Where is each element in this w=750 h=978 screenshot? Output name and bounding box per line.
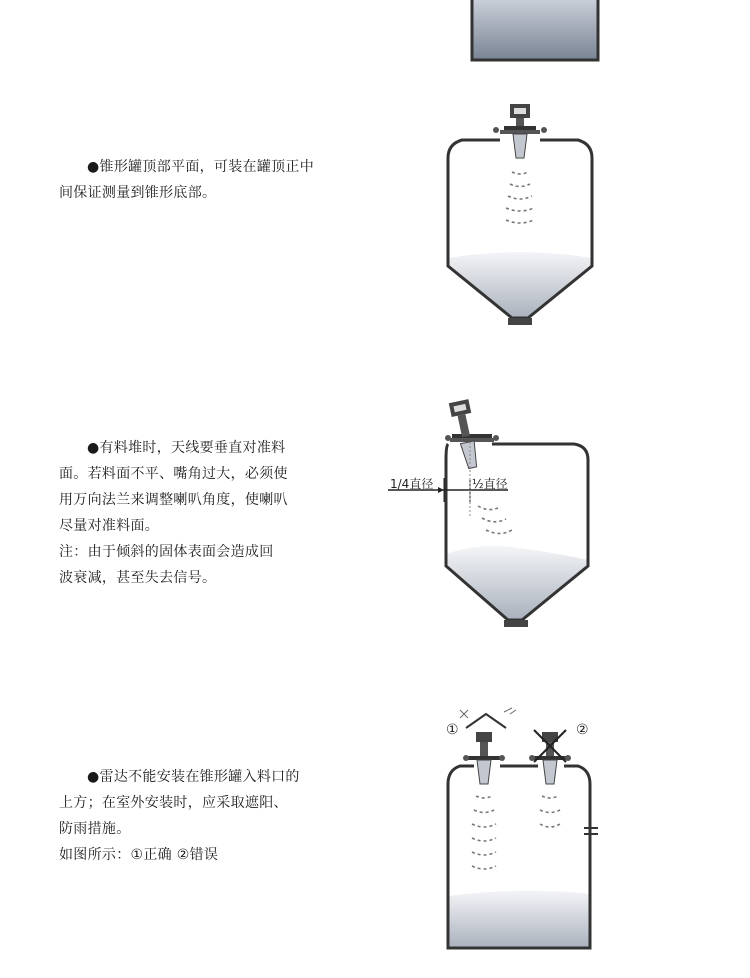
inlet-placement-figure [440, 700, 610, 960]
section-3-line-4: 如图所示：①正确 ②错误 [59, 847, 219, 863]
section-2-text [59, 435, 288, 591]
section-2-line-1: ●有料堆时，天线要垂直对准料 [87, 440, 286, 456]
correct-mark: ① [446, 722, 459, 738]
section-3-line-1: ●雷达不能安装在锥形罐入料口的 [87, 769, 300, 785]
section-2-line-3: 用万向法兰来调整喇叭角度，使喇叭 [59, 492, 288, 508]
section-1-line-2: 间保证测量到锥形底部。 [59, 185, 217, 201]
section-3-line-2: 上方；在室外安装时，应采取遮阳、 [59, 795, 288, 811]
section-1-text [59, 154, 314, 206]
section-2-line-2: 面。若料面不平、嘴角过大，必须使 [59, 466, 288, 482]
section-2-line-6: 波衰减，甚至失去信号。 [59, 570, 217, 586]
section-2-line-4: 尽量对准料面。 [59, 518, 160, 534]
wrong-mark: ② [576, 722, 589, 738]
section-2-line-5: 注：由于倾斜的固体表面会造成回 [59, 544, 274, 560]
quarter-diameter-label: 1/4直径 [390, 477, 434, 491]
cone-silo-tilted-mount-figure [382, 398, 602, 634]
section-3-line-3: 防雨措施。 [59, 821, 131, 837]
top-tank-figure [466, 0, 606, 70]
cone-silo-center-mount-figure [440, 96, 600, 332]
section-3-text [59, 764, 300, 868]
section-1-line-1: ●锥形罐顶部平面，可装在罐顶正中 [87, 159, 315, 175]
half-diameter-label: ½直径 [472, 477, 508, 491]
